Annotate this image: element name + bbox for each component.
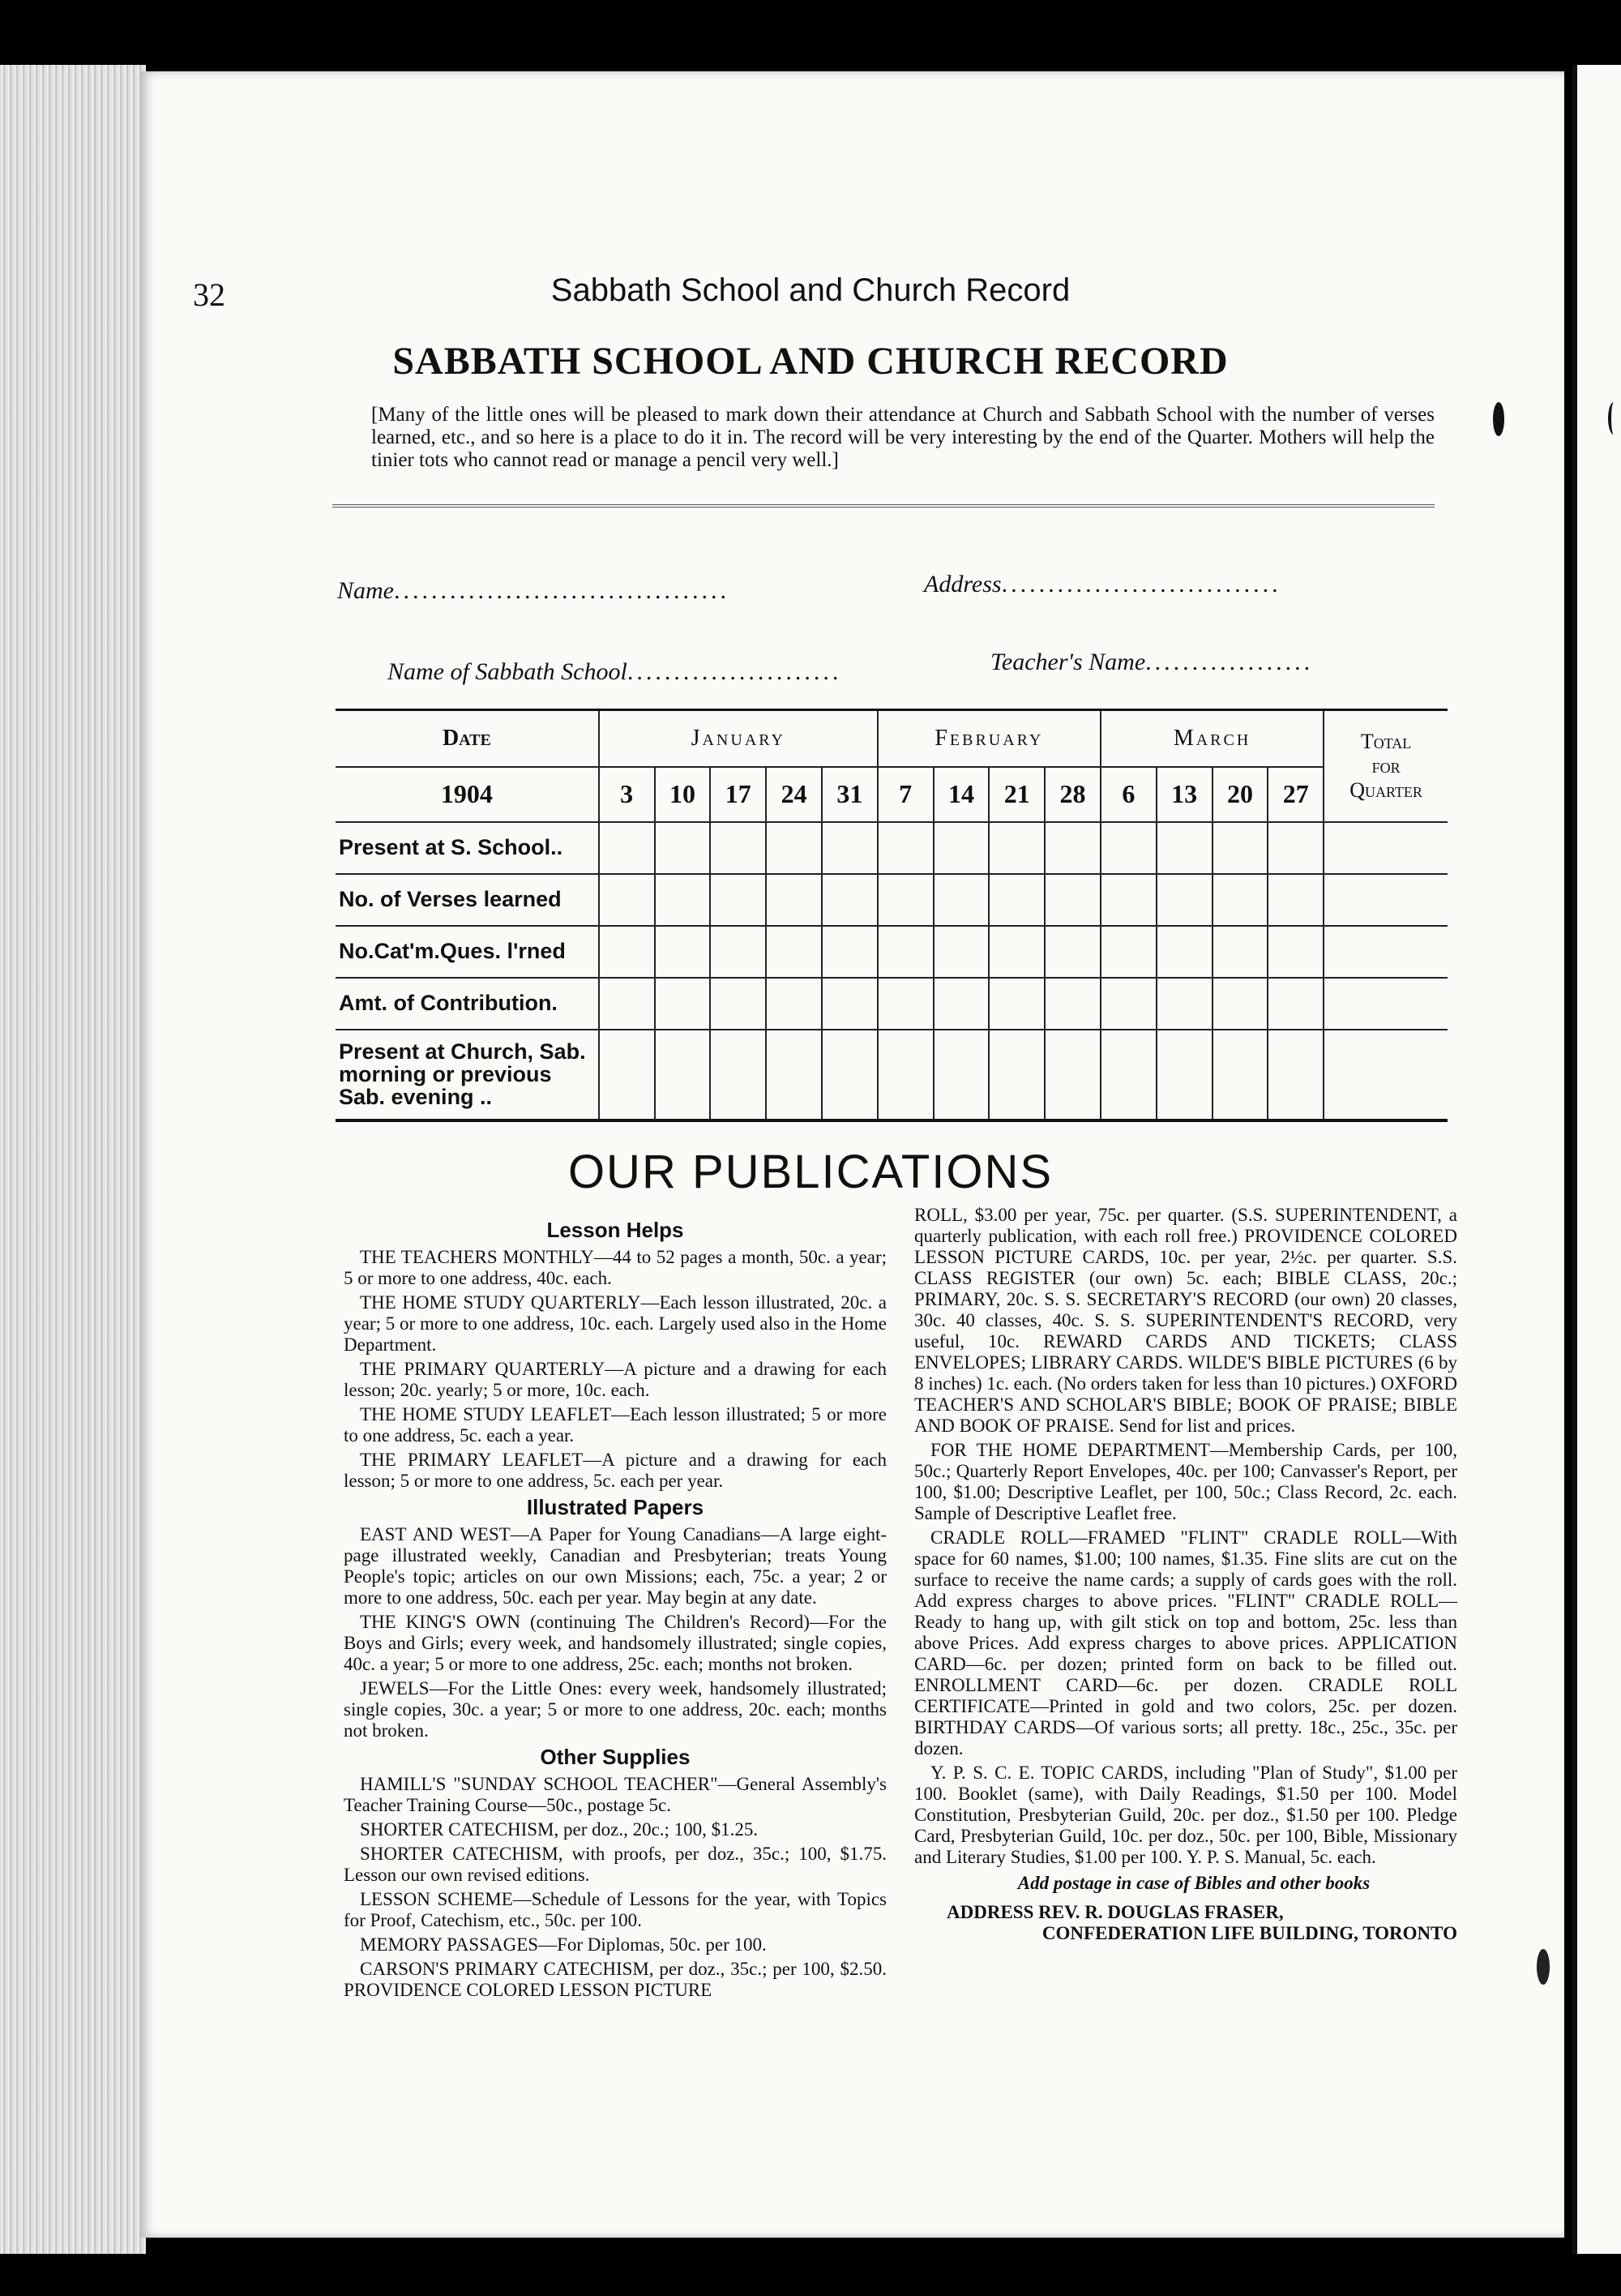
list-item: HAMILL'S "SUNDAY SCHOOL TEACHER"—General Assembly's Teacher Training Course—50c., postage 5c. — [344, 1774, 887, 1815]
list-item: FOR THE HOME DEPARTMENT—Membership Cards, per 100, 50c.; Quarterly Report Envelopes, 40c. per 100; Canvasser's Report, per 100, $1.00; Descriptive Leaflet, per 100, 50c.; Class Record, 2c. each. Sample of Descriptive Leaflet free. — [914, 1440, 1457, 1523]
page-title: SABBATH SCHOOL AND CHURCH RECORD — [392, 340, 1229, 383]
table-row — [336, 822, 1448, 874]
list-item: THE HOME STUDY QUARTERLY—Each lesson illustrated, 20c. a year; 5 or more to one address, 10c. each. Largely used also in the Home Department. — [344, 1292, 887, 1355]
school-label: Name of Sabbath School — [387, 658, 627, 685]
day-cell: 14 — [934, 767, 990, 822]
scan-artifact — [1493, 402, 1504, 436]
name-field — [337, 577, 729, 605]
day-cell: 28 — [1045, 767, 1101, 822]
day-cell: 6 — [1101, 767, 1157, 822]
table-row — [336, 978, 1448, 1030]
list-item: JEWELS—For the Little Ones: every week, handsomely illustrated; single copies, 30c. a year; 5 or more to one address, 20c. each; months not broken. — [344, 1678, 887, 1741]
row-label: No.Cat'm.Ques. l'rned — [336, 926, 599, 978]
list-item: EAST AND WEST—A Paper for Young Canadians—A large eight-page illustrated weekly, Canadian and Presbyterian; treats Young People's topic; articles on our own Missions; each, 75c. a year; 2 or more to one address, 50c. each per year. May begin at any date. — [344, 1524, 887, 1608]
day-cell: 24 — [766, 767, 822, 822]
teacher-label: Teacher's Name — [990, 649, 1146, 675]
row-label: Present at S. School.. — [336, 822, 599, 874]
intro-text: [Many of the little ones will be pleased to mark down their attendance at Church and Sabbath School with the number of verses learned, etc., and so here is a place to do it in. The record will be very interesting by the end of the Quarter. Mothers will help the tinier tots who cannot read or manage a pencil very well.] — [371, 404, 1435, 471]
total-label: Total — [1360, 729, 1412, 753]
list-item: SHORTER CATECHISM, with proofs, per doz., 35c.; 100, $1.75. Lesson our own revised editions. — [344, 1844, 887, 1885]
row-label: No. of Verses learned — [336, 874, 599, 926]
table-row — [336, 926, 1448, 978]
for-label: for — [1371, 753, 1401, 777]
address-line: ADDRESS REV. R. DOUGLAS FRASER, — [947, 1902, 1284, 1922]
month-january: January — [599, 710, 878, 767]
divider-rule — [332, 504, 1435, 508]
lesson-helps-heading: Lesson Helps — [546, 1218, 684, 1242]
list-item: THE PRIMARY LEAFLET—A picture and a drawing for each lesson; 5 or more to one address, 5c. each per year. — [344, 1450, 887, 1491]
scan-artifact — [1537, 1949, 1550, 1985]
month-march: March — [1101, 710, 1324, 767]
list-item: THE PRIMARY QUARTERLY—A picture and a drawing for each lesson; 20c. yearly; 5 or more, 10c. each. — [344, 1359, 887, 1400]
page-number: 32 — [193, 276, 225, 313]
address-label: Address — [924, 571, 1002, 598]
left-column — [344, 1214, 887, 2004]
table-row — [336, 874, 1448, 926]
day-cell: 27 — [1268, 767, 1324, 822]
day-cell: 10 — [655, 767, 711, 822]
teacher-field — [990, 649, 1313, 676]
illustrated-papers-heading: Illustrated Papers — [526, 1495, 704, 1519]
address-line: CONFEDERATION LIFE BUILDING, TORONTO — [1041, 1923, 1457, 1943]
right-column — [914, 1205, 1457, 1944]
list-item: LESSON SCHEME—Schedule of Lessons for the year, with Topics for Proof, Catechism, etc., 50c. per 100. — [344, 1889, 887, 1930]
name-dots: .................................... — [394, 577, 729, 604]
day-cell: 3 — [599, 767, 655, 822]
running-head: Sabbath School and Church Record — [550, 272, 1071, 308]
school-field — [387, 658, 841, 686]
year-header: 1904 — [336, 767, 599, 822]
day-cell: 7 — [878, 767, 934, 822]
day-cell: 31 — [822, 767, 878, 822]
day-cell: 13 — [1157, 767, 1213, 822]
list-item: CRADLE ROLL—FRAMED "FLINT" CRADLE ROLL—With space for 60 names, $1.00; 100 names, $1.35. Fine slits are cut on the surface to receive the name cards; a supply of cards goes with the roll. Add express charges to above prices. "FLINT" CRADLE ROLL—Ready to hang up, with gilt stick on top and bottom, 25c. less than above Prices. Add express charges to above prices. APPLICATION CARD—6c. per dozen; printed form on back to be filled out. ENROLLMENT CARD—6c. per dozen. CRADLE ROLL CERTIFICATE—Printed in gold and two colors, 25c. per dozen. BIRTHDAY CARDS—Of various sorts; all pretty. 18c., 25c., 35c. per dozen. — [914, 1527, 1457, 1758]
other-supplies-heading: Other Supplies — [540, 1745, 691, 1769]
teacher-dots: .................. — [1145, 649, 1314, 675]
day-cell: 17 — [710, 767, 766, 822]
postage-note: Add postage in case of Bibles and other books — [1017, 1873, 1371, 1893]
row-label: Amt. of Contribution. — [336, 978, 599, 1030]
attendance-record-table — [336, 709, 1448, 1122]
day-cell: 21 — [989, 767, 1045, 822]
name-label: Name — [337, 577, 394, 604]
quarter-label: Quarter — [1349, 777, 1422, 802]
list-item: THE HOME STUDY LEAFLET—Each lesson illustrated; 5 or more to one address, 5c. each a year. — [344, 1404, 887, 1446]
address-dots: .............................. — [1001, 571, 1281, 598]
day-cell: 20 — [1213, 767, 1268, 822]
list-item: ROLL, $3.00 per year, 75c. per quarter. (S.S. SUPERINTENDENT, a quarterly publication, with each roll free.) PROVIDENCE COLORED LESSON PICTURE CARDS, 10c. per year, 2½c. per quarter. S.S. CLASS REGISTER (our own) 5c. each; BIBLE CLASS, 20c.; PRIMARY, 20c. S. S. SECRETARY'S RECORD (our own) 20 classes, 30c. 40 classes, 40c. S. S. SUPERINTENDENT'S RECORD, very useful, 10c. REWARD CARDS AND TICKETS; CLASS ENVELOPES; LIBRARY CARDS. WILDE'S BIBLE PICTURES (6 by 8 inches) 1c. each. (No orders taken for less than 10 pictures.) OXFORD TEACHER'S AND SCHOLAR'S BIBLE; BOOK OF PRAISE; BIBLE AND BOOK OF PRAISE. Send for list and prices. — [914, 1205, 1458, 1436]
table-row — [336, 1030, 1448, 1120]
address-field — [924, 571, 1281, 598]
month-february: February — [878, 710, 1101, 767]
list-item: Y. P. S. C. E. TOPIC CARDS, including "Plan of Study", $1.00 per 100. Booklet (same), with Daily Readings, $1.50 per 100. Model Constitution, Presbyterian Guild, 20c. per doz., $1.50 per 100. Pledge Card, Presbyterian Guild, 10c. per doz., 50c. per 100, Bible, Missionary and Literary Studies, $1.00 per 100. Y. P. S. Manual, 5c. each. — [914, 1763, 1457, 1867]
date-header: Date — [336, 710, 599, 767]
publications-title: OUR PUBLICATIONS — [567, 1146, 1054, 1198]
school-dots: ....................... — [627, 658, 842, 685]
list-item: THE TEACHERS MONTHLY—44 to 52 pages a month, 50c. a year; 5 or more to one address, 40c. each. — [344, 1247, 887, 1288]
list-item: MEMORY PASSAGES—For Diplomas, 50c. per 100. — [360, 1934, 767, 1955]
list-item: CARSON'S PRIMARY CATECHISM, per doz., 35c.; per 100, $2.50. PROVIDENCE COLORED LESSON PICTURE — [344, 1959, 887, 2000]
list-item: SHORTER CATECHISM, per doz., 20c.; 100, $1.25. — [360, 1819, 759, 1840]
row-label: Present at Church, Sab. morning or previous Sab. evening .. — [336, 1030, 599, 1120]
list-item: THE KING'S OWN (continuing The Children's Record)—For the Boys and Girls; every week, and handsomely illustrated; single copies, 40c. a year; 5 or more to one address, 25c. each; months not broken. — [344, 1612, 887, 1674]
scan-artifact — [1608, 402, 1619, 435]
total-header — [1324, 710, 1448, 822]
